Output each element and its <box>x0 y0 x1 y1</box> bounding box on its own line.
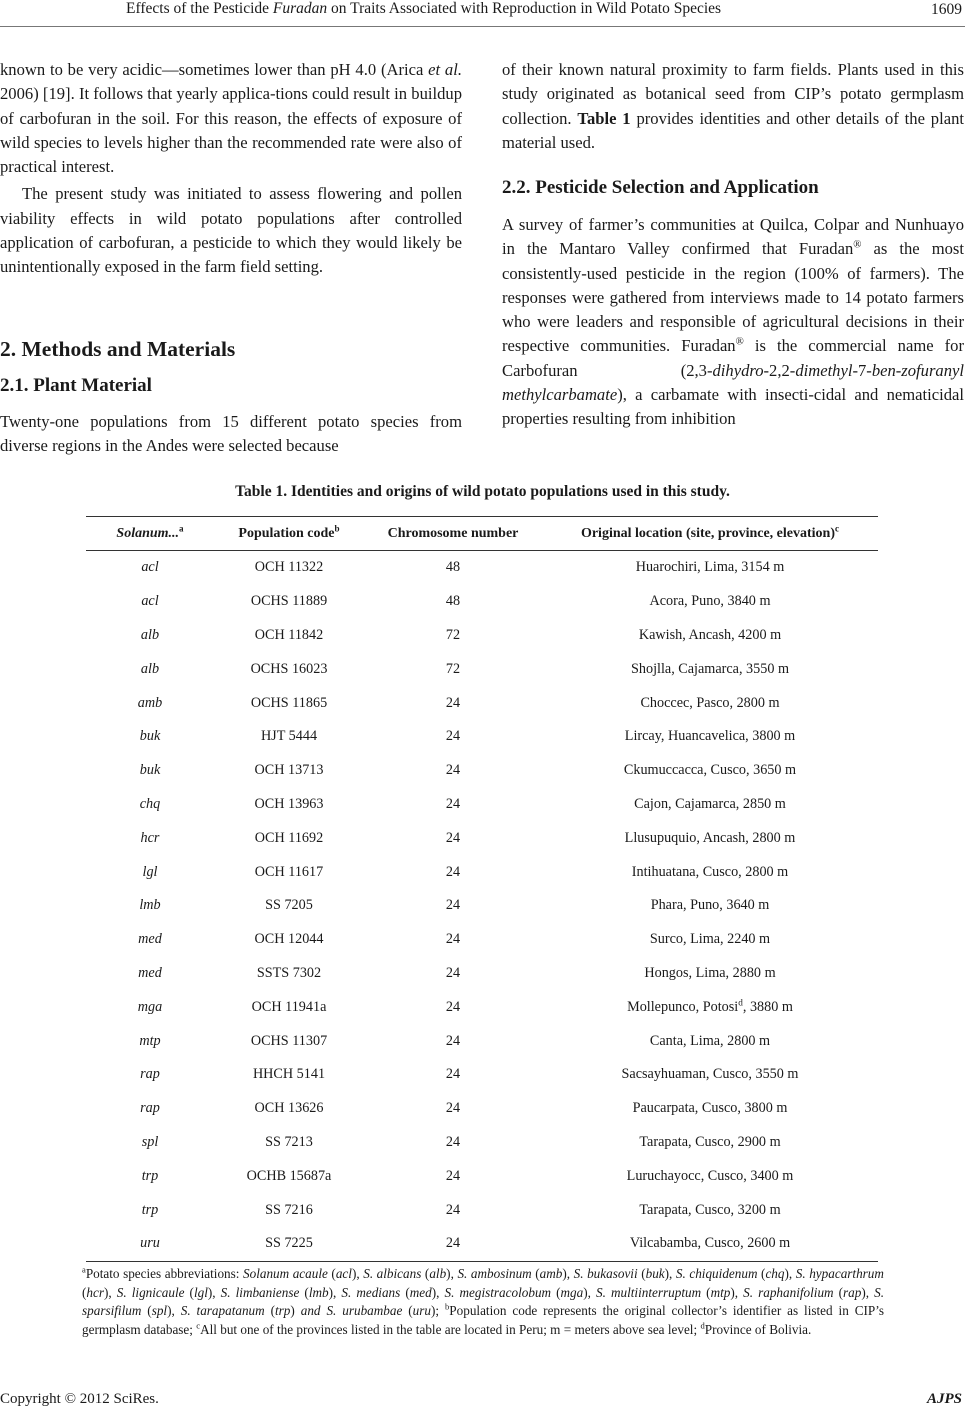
table-row <box>86 652 878 686</box>
footnote-b-text: Population code represents the original collector’s identifier as listed in CIP’s germplasm database; <box>82 1303 885 1337</box>
cell-chromosome-number: 24 <box>445 998 461 1015</box>
journal-name: AJPS <box>926 1391 962 1407</box>
right-p2-text-d: -2,2- <box>763 360 796 380</box>
species-abbr: med <box>138 964 162 981</box>
right-paragraph-2 <box>502 213 964 432</box>
cell-population-code: OCH 11322 <box>254 559 324 576</box>
cell-original-location: Cajon, Cajamarca, 2850 m <box>634 795 786 812</box>
section-heading: 2. Methods and Materials <box>0 337 236 361</box>
cell-original-location: Llusupuquio, Ancash, 2800 m <box>624 829 796 846</box>
species-abbr: spl <box>141 1133 159 1150</box>
species-name: S. urubambae <box>326 1303 403 1319</box>
running-title-part2: on Traits Associated with Reproduction in Wild Potato Species <box>327 0 722 17</box>
footnote-marker-d: d <box>700 1320 705 1331</box>
cell-chromosome-number: 24 <box>445 1066 461 1083</box>
species-abbr: chq <box>139 795 161 812</box>
registered-mark: ® <box>853 238 862 251</box>
cell-species <box>86 957 214 991</box>
table-row <box>86 754 878 788</box>
cell-chromosome-number: 24 <box>445 1167 461 1184</box>
header-species-label: Solanum... <box>116 525 180 541</box>
header-chromosome-number: Chromosome number <box>364 517 542 551</box>
species-abbr: chq <box>765 1266 785 1281</box>
table-row <box>86 619 878 653</box>
cell-original-location: Ckumuccacca, Cusco, 3650 m <box>623 762 797 779</box>
cell-chromosome-number: 24 <box>445 694 461 711</box>
cell-population-code: OCH 11617 <box>254 863 324 880</box>
species-abbr: hcr <box>140 829 160 846</box>
species-name: S. raphanifolium <box>743 1284 834 1300</box>
species-abbr: acl <box>141 593 159 610</box>
species-abbr: rap <box>140 1100 160 1117</box>
species-abbr: buk <box>139 762 161 779</box>
species-abbr: uru <box>140 1235 160 1252</box>
species-abbr: amb <box>137 694 163 711</box>
right-p2-text-e: -7- <box>852 360 872 380</box>
species-name: S. hypacarthrum <box>795 1266 884 1281</box>
cell-population-code: OCH 11842 <box>254 626 324 643</box>
cell-species <box>86 1193 214 1227</box>
cell-species <box>86 1092 214 1126</box>
cell-original-location: Huarochiri, Lima, 3154 m <box>635 559 785 576</box>
cell-population-code: OCH 13963 <box>254 795 324 812</box>
header-species <box>86 517 214 551</box>
species-abbr: lgl <box>142 863 158 880</box>
cell-chromosome-number: 24 <box>445 728 461 745</box>
species-name: S. chiquidenum <box>675 1266 758 1281</box>
table-caption: Table 1. Identities and origins of wild potato populations used in this study. <box>235 483 730 500</box>
cell-chromosome-number: 72 <box>445 660 461 677</box>
running-title-part1: Effects of the Pesticide <box>126 0 273 17</box>
cell-chromosome-number: 24 <box>445 762 461 779</box>
footnote-c-text: All but one of the provinces listed in the table are located in Peru; m = meters above sea level; <box>200 1321 701 1337</box>
cell-chromosome-number: 24 <box>445 931 461 948</box>
running-title-italic: Furadan <box>272 0 328 17</box>
cell-population-code: HHCH 5141 <box>252 1066 326 1083</box>
cell-species <box>86 1126 214 1160</box>
species-abbr: mtp <box>710 1284 731 1300</box>
left-p1-text-a: known to be very acidic—sometimes lower than pH 4.0 (Arica <box>0 60 429 79</box>
cell-original-location: Lircay, Huancavelica, 3800 m <box>624 728 796 745</box>
table-row <box>86 1092 878 1126</box>
cell-original-location: Hongos, Lima, 2880 m <box>644 964 776 981</box>
registered-mark: ® <box>735 335 744 348</box>
species-name: Solanum acaule <box>243 1266 328 1281</box>
species-abbr: med <box>138 931 162 948</box>
species-abbr: trp <box>275 1303 291 1319</box>
cell-original-location: Canta, Lima, 2800 m <box>649 1032 771 1049</box>
cell-species <box>86 855 214 889</box>
cell-species <box>86 923 214 957</box>
right-p2-text-f: ), a carbamate with insecti-cidal and nematicidal properties resulting from inhibition <box>502 385 964 429</box>
cell-original-location: Tarapata, Cusco, 2900 m <box>639 1133 781 1150</box>
header-original-location <box>542 517 878 551</box>
species-abbr: alb <box>429 1266 447 1281</box>
cell-species <box>86 889 214 923</box>
table-row <box>86 923 878 957</box>
cell-original-location: Sacsayhuaman, Cusco, 3550 m <box>621 1066 799 1083</box>
footnote-marker-c: c <box>196 1320 201 1331</box>
cell-chromosome-number: 24 <box>445 863 461 880</box>
subsection-heading-pesticide: 2.2. Pesticide Selection and Application <box>502 177 819 198</box>
species-abbr: alb <box>140 626 160 643</box>
location-part: d <box>738 997 743 1008</box>
left-paragraph-2: The present study was initiated to assess flowering and pollen viability effects in wild potato populations after controlled application of carbofuran, a pesticide to which they would likely be unintentionally exposed in the farm field setting. <box>0 184 462 277</box>
species-abbr: lmb <box>308 1284 329 1300</box>
species-abbr: lmb <box>139 897 161 914</box>
cell-chromosome-number: 48 <box>445 593 461 610</box>
footnote-marker-b: b <box>445 1301 450 1312</box>
species-abbr: mtp <box>139 1032 161 1049</box>
cell-original-location: Acora, Puno, 3840 m <box>649 593 771 610</box>
cell-original-location <box>542 990 878 1024</box>
cell-chromosome-number: 24 <box>445 829 461 846</box>
table-header-row <box>86 517 878 551</box>
cell-original-location: Kawish, Ancash, 4200 m <box>638 626 782 643</box>
cell-population-code: SS 7216 <box>265 1201 313 1218</box>
species-name: S. tarapatanum <box>180 1303 265 1319</box>
table-row <box>86 720 878 754</box>
cell-chromosome-number: 24 <box>445 1201 461 1218</box>
cell-population-code: OCHS 11307 <box>250 1032 328 1049</box>
species-abbr: uru <box>412 1303 431 1319</box>
cell-original-location: Paucarpata, Cusco, 3800 m <box>632 1100 788 1117</box>
chem-term: dihydro <box>712 360 764 380</box>
table-row <box>86 1024 878 1058</box>
left-column <box>0 58 462 458</box>
species-abbr: acl <box>335 1266 352 1281</box>
cell-original-location: Tarapata, Cusco, 3200 m <box>639 1201 781 1218</box>
location-part: Mollepunco, Potosi <box>627 998 739 1015</box>
table-row <box>86 1193 878 1227</box>
species-name: S. limbaniense <box>220 1284 300 1300</box>
table-row <box>86 1058 878 1092</box>
header-species-sup: a <box>179 522 184 533</box>
table-row <box>86 889 878 923</box>
footnote-and: and <box>300 1303 321 1319</box>
page-number: 1609 <box>931 1 962 18</box>
cell-population-code: SSTS 7302 <box>256 964 322 981</box>
footnote-d-text: Province of Bolivia. <box>704 1321 812 1337</box>
cell-species <box>86 821 214 855</box>
cell-original-location: Luruchayocc, Cusco, 3400 m <box>626 1167 794 1184</box>
cell-population-code: SS 7205 <box>265 897 313 914</box>
species-abbr: acl <box>141 559 159 576</box>
cell-species <box>86 1227 214 1261</box>
cell-species <box>86 1024 214 1058</box>
cell-population-code: OCHB 15687a <box>246 1167 332 1184</box>
cell-population-code: SS 7213 <box>265 1133 313 1150</box>
right-p2-text-c: is the commercial name for Carbofuran (2,3- <box>502 336 964 380</box>
footnote-marker-a: a <box>82 1264 86 1275</box>
table-row <box>86 788 878 822</box>
cell-original-location: Phara, Puno, 3640 m <box>650 897 770 914</box>
table-row <box>86 1227 878 1261</box>
cell-species <box>86 788 214 822</box>
chem-term: ben-zofuranyl methylcarbamate <box>502 360 964 405</box>
right-p2-text-a: A survey of farmer’s communities at Quilca, Colpar and Nunhuayo in the Mantaro Valley confirmed that Furadan <box>502 215 964 259</box>
table-body <box>86 551 878 1262</box>
species-abbr: spl <box>151 1303 168 1319</box>
header-code-sup: b <box>334 522 340 533</box>
right-paragraph-1 <box>502 58 964 155</box>
header-origin-sup: c <box>835 522 840 533</box>
cell-population-code: OCHS 16023 <box>250 660 328 677</box>
cell-species <box>86 686 214 720</box>
species-abbr: mga <box>137 998 163 1015</box>
cell-chromosome-number: 24 <box>364 1227 542 1261</box>
species-name: S. multiinterruptum <box>596 1284 702 1300</box>
species-abbr: alb <box>140 660 160 677</box>
right-column <box>502 58 964 155</box>
table-row <box>86 1159 878 1193</box>
cell-species <box>86 720 214 754</box>
cell-chromosome-number: 48 <box>445 559 461 576</box>
cell-chromosome-number: 24 <box>445 1133 461 1150</box>
table-row <box>86 957 878 991</box>
table-reference: Table 1 <box>577 108 631 128</box>
species-name: S. sparsifilum <box>82 1284 885 1319</box>
cell-species <box>86 1159 214 1193</box>
header-origin-label: Original location (site, province, elevation) <box>580 525 835 541</box>
location-part: , 3880 m <box>742 998 793 1015</box>
table-row <box>86 1126 878 1160</box>
cell-chromosome-number: 24 <box>445 795 461 812</box>
left-p1-etal: et al. <box>428 60 462 79</box>
cell-population-code: OCH 11941a <box>251 998 327 1015</box>
cell-species <box>86 1058 214 1092</box>
right-p1-text-b: provides identities and other details of the plant material used. <box>502 108 964 152</box>
species-abbr: mga <box>560 1284 584 1300</box>
cell-original-location: Choccec, Pasco, 2800 m <box>640 694 780 711</box>
cell-population-code: SS 7225 <box>214 1227 364 1261</box>
cell-population-code: OCH 11692 <box>254 829 324 846</box>
species-abbr: trp <box>141 1167 159 1184</box>
cell-species <box>86 652 214 686</box>
species-abbr: med <box>409 1284 432 1300</box>
table-row <box>86 821 878 855</box>
species-name: S. albicans <box>363 1266 422 1281</box>
running-header <box>0 0 965 27</box>
cell-original-location: Surco, Lima, 2240 m <box>649 931 771 948</box>
species-abbr: rap <box>140 1066 160 1083</box>
cell-species <box>86 551 214 585</box>
populations-table <box>86 516 878 1262</box>
header-code-label: Population code <box>238 525 335 541</box>
right-p1-text-a: of their known natural proximity to farm fields. Plants used in this study originated as botanical seed from CIP’s potato germplasm collection. <box>502 60 964 128</box>
cell-population-code: OCHS 11865 <box>250 694 328 711</box>
species-name: S. medians <box>341 1284 401 1300</box>
header-population-code <box>214 517 364 551</box>
left-paragraph-1 <box>0 58 462 179</box>
species-name: S. lignicaule <box>116 1284 185 1300</box>
table-row <box>86 855 878 889</box>
cell-species <box>86 990 214 1024</box>
species-abbr: amb <box>539 1266 563 1281</box>
cell-chromosome-number: 24 <box>445 1032 461 1049</box>
cell-chromosome-number: 24 <box>445 897 461 914</box>
table-footnote: $^a$Potato species abbreviations: Solanum acaule (acl), S. albicans (alb), S. ambosinum (amb), S. bukasovii (buk), S. chiquidenum (chq), S. hypacarthrum (hcr), S. lignicaule (lgl), S. limbaniense (lmb), S. medians (med), S. megistracolobum (mga), S. multiinterruptum (mtp), S. raphanifolium (rap), S. sparsifilum (spl), S. tarapatanum (trp) and S. urubambae (uru); $^b$Population code represents the original collector’s identifier as listed in CIP’s germplasm database; $^c$All but one of the provinces listed in the table are located in Peru; m = meters above sea level; $^d$Province of Bolivia. <box>82 1264 885 1337</box>
subsection-heading-plant-material: 2.1. Plant Material <box>0 375 152 396</box>
species-name: S. ambosinum <box>457 1266 532 1281</box>
cell-population-code: OCHS 11889 <box>250 593 328 610</box>
cell-chromosome-number: 24 <box>445 964 461 981</box>
species-abbr: rap <box>843 1284 862 1300</box>
chem-term: dimethyl <box>795 360 853 380</box>
cell-original-location: Shojlla, Cajamarca, 3550 m <box>631 660 789 677</box>
species-abbr: trp <box>141 1201 159 1218</box>
species-name: S. bukasovii <box>573 1266 638 1281</box>
cell-chromosome-number: 72 <box>445 626 461 643</box>
left-paragraph-3: Twenty-one populations from 15 different potato species from diverse regions in the Andes were selected because <box>0 412 462 456</box>
table-row <box>86 551 878 585</box>
cell-original-location: Vilcabamba, Cusco, 2600 m <box>542 1227 878 1261</box>
cell-species <box>86 619 214 653</box>
cell-population-code: OCH 12044 <box>254 931 324 948</box>
cell-original-location: Intihuatana, Cusco, 2800 m <box>631 863 789 880</box>
cell-population-code: OCH 13626 <box>254 1100 324 1117</box>
cell-species <box>86 585 214 619</box>
table-row <box>86 686 878 720</box>
table-row <box>86 585 878 619</box>
footnote-a-text: Potato species abbreviations: <box>85 1266 243 1281</box>
species-abbr: hcr <box>86 1284 104 1300</box>
cell-species <box>86 754 214 788</box>
left-p1-text-b: 2006) [19]. It follows that yearly applica-tions could result in buildup of carbofuran in the soil. For this reason, the effects of exposure of wild species to levels higher than the recommended rate were also of practical interest. <box>0 84 462 177</box>
species-abbr: buk <box>139 728 161 745</box>
copyright-notice: Copyright © 2012 SciRes. <box>0 1391 159 1407</box>
cell-chromosome-number: 24 <box>445 1100 461 1117</box>
species-abbr: buk <box>645 1266 665 1281</box>
cell-population-code: OCH 13713 <box>254 762 324 779</box>
cell-population-code: HJT 5444 <box>260 728 318 745</box>
right-p2-text-b: as the most consistently-used pesticide in the region (100% of farmers). The responses were gathered from interviews made to 14 potato farmers who were leaders and responsible of agricultural decisions in their respective communities. Furadan <box>502 239 964 356</box>
running-title <box>126 0 721 18</box>
species-name: S. megistracolobum <box>444 1284 552 1300</box>
table-row <box>86 990 878 1024</box>
species-abbr: lgl <box>193 1284 208 1300</box>
